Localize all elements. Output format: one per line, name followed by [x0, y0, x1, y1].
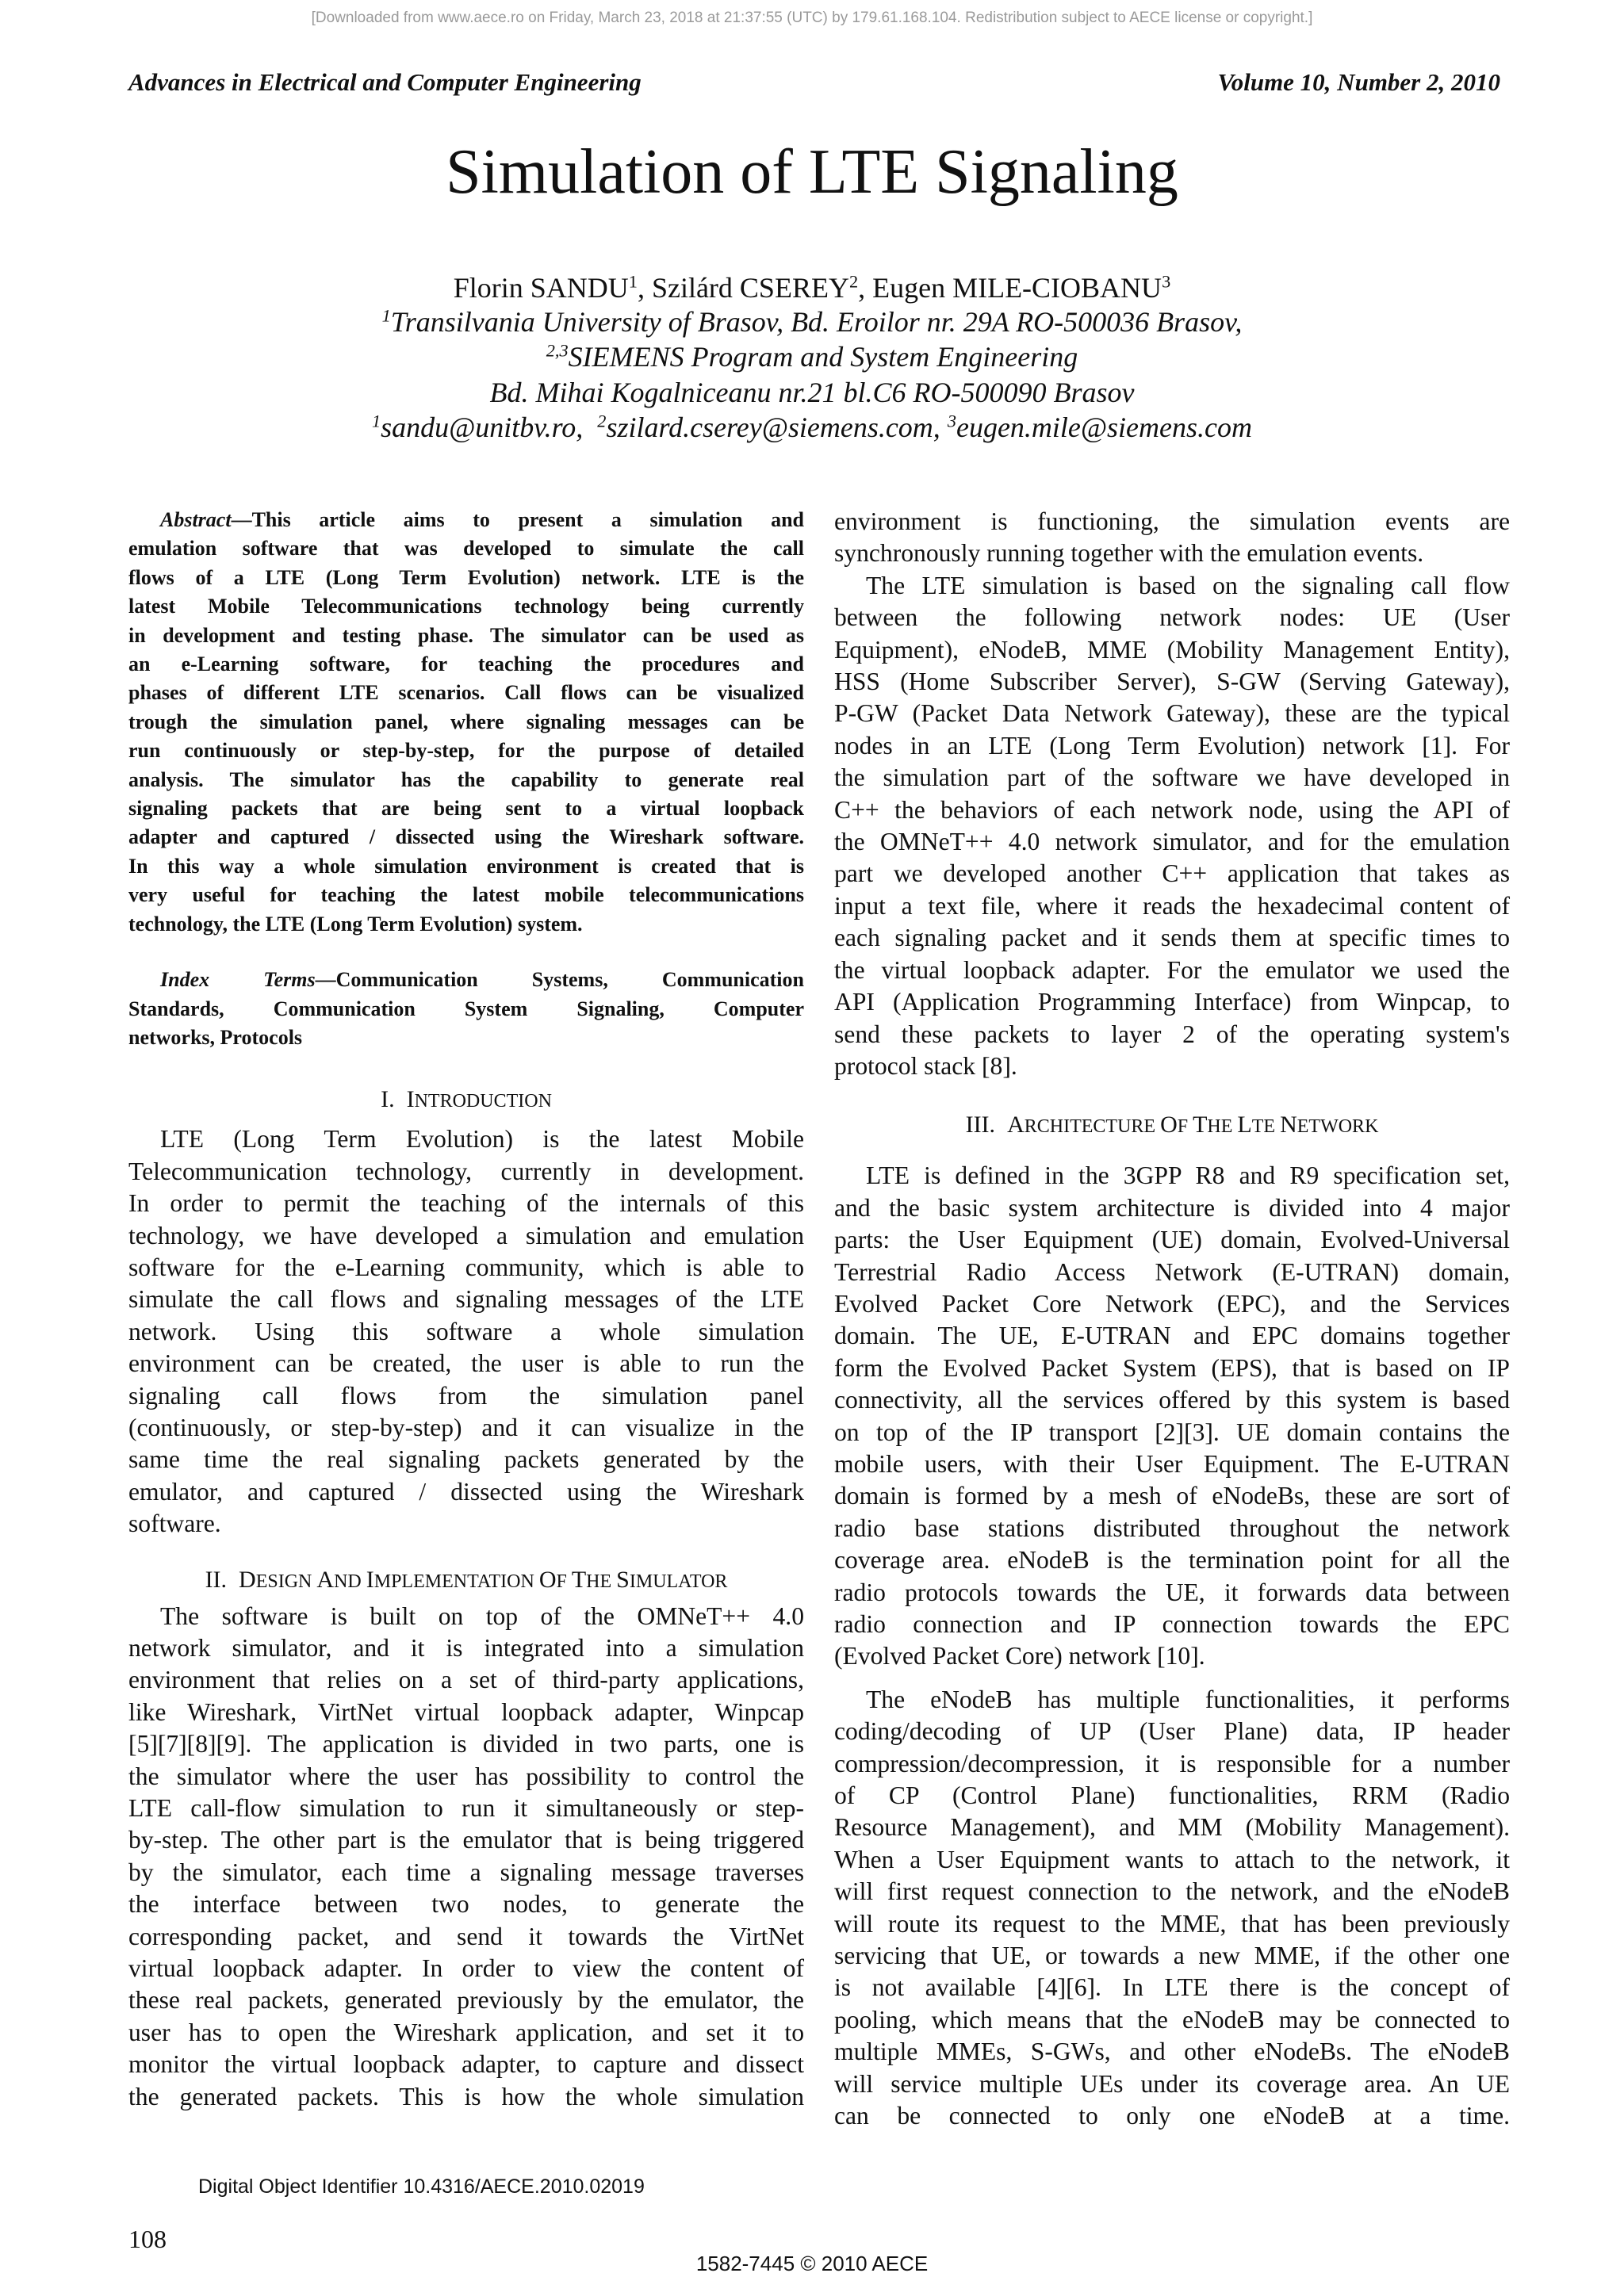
volume-info: Volume 10, Number 2, 2010: [1217, 68, 1500, 96]
index-terms: Index Terms—Communication Systems, Communication Standards, Communication System Signaling, Computer networks, Protocols: [128, 968, 804, 1049]
section-heading-architecture: III. ARCHITECTURE OF THE LTE NETWORK: [965, 1112, 1379, 1138]
journal-name: Advances in Electrical and Computer Engineering: [128, 68, 642, 96]
simulation-paragraph: The LTE simulation is based on the signaling call flow between the following network nodes: UE (User Equipment), eNodeB, MME (Mobility Management Entity), HSS (Home Subscriber Server), S-GW (Serving Gateway), P-GW (Packet Data Network Gateway), these are the typical nodes in an LTE (Long Term Evolution) network [1]. For the simulation part of the software we have developed in C++ the behaviors of each network node, using the API of the OMNeT++ 4.0 network simulator, and for the emulation part we developed another C++ application that takes as input a text file, where it reads the hexadecimal content of each signaling packet and it sends them at specific times to the virtual loopback adapter. For the emulator we used the API (Application Programming Interface) from Winpcap, to send these packets to layer 2 of the operating system's protocol stack [8].: [834, 571, 1510, 1080]
design-paragraph: The software is built on top of the OMNeT++ 4.0 network simulator, and it is integrated into a simulation environment that relies on a set of third-party applications, like Wireshark, VirtNet virtual loopback adapter, Winpcap [5][7][8][9]. The application is divided in two parts, one is the simulator where the user has possibility to control the LTE call-flow simulation to run it simultaneously or step- by-step. The other part is the emulator that is being triggered by the simulator, each time a signaling message traverses the interface between two nodes, to generate the corresponding packet, and send it towards the VirtNet virtual loopback adapter. In order to view the content of these real packets, generated previously by the emulator, the user has to open the Wireshark application, and set it to monitor the virtual loopback adapter, to capture and dissect the generated packets. This is how the whole simulation: [128, 1601, 804, 2110]
architecture-paragraph-2: The eNodeB has multiple functionalities, it performs coding/decoding of UP (User Plane) data, IP header compression/decompression, it is responsible for a number of CP (Control Plane) functionalities, RRM (Radio Resource Management), and MM (Mobility Management). When a User Equipment wants to attach to the network, it will first request connection to the network, and the eNodeB will route its request to the MME, that has been previously servicing that UE, or towards a new MME, if the other one is not available [4][6]. In LTE there is the concept of pooling, which means that the eNodeB may be connected to multiple MMEs, S-GWs, and other eNodeBs. The eNodeB will service multiple UEs under its coverage area. An UE can be connected to only one eNodeB at a time.: [834, 1685, 1510, 2130]
introduction-paragraph: LTE (Long Term Evolution) is the latest Mobile Telecommunication technology, currently in development. In order to permit the teaching of the internals of this technology, we have developed a simulation and emulation software for the e-Learning community, which is able to simulate the call flows and signaling messages of the LTE network. Using this software a whole simulation environment can be created, the user is able to run the signaling call flows from the simulation panel (continuously, or step-by-step) and it can visualize in the same time the real signaling packets generated by the emulator, and captured / dissected using the Wireshark software.: [128, 1125, 804, 1538]
index-terms-label: Index Terms: [160, 968, 316, 992]
section-heading-design: II. DESIGN AND IMPLEMENTATION OF THE SIMULATOR: [205, 1566, 728, 1593]
paper-title: Simulation of LTE Signaling: [446, 137, 1178, 207]
affiliation-address: Bd. Mihai Kogalniceanu nr.21 bl.C6 RO-500090 Brasov: [489, 377, 1135, 408]
design-paragraph-continued: environment is functioning, the simulation events are synchronously running together with the emulation events.: [834, 507, 1510, 568]
author-list: Florin SANDU$^1$, Szilárd CSEREY$^2$, Eugen MILE-CIOBANU$^3$: [453, 271, 1171, 304]
email-link[interactable]: eugen.mile@siemens.com: [956, 411, 1252, 443]
left-column: [128, 506, 804, 2113]
author-emails: $^1$sandu@unitbv.ro, $^2$szilard.cserey@siemens.com, $^3$eugen.mile@siemens.com: [372, 411, 1252, 443]
doi-footer: Digital Object Identifier 10.4316/AECE.2010.02019: [198, 2175, 645, 2198]
download-notice: [Downloaded from www.aece.ro on Friday, March 23, 2018 at 21:37:55 (UTC) by 179.61.168.104. Redistribution subject to AECE license or copyright.]: [311, 10, 1313, 26]
right-column: [834, 506, 1510, 2133]
abstract-label: Abstract: [160, 508, 232, 531]
page-number: 108: [128, 2225, 167, 2253]
author: Szilárd CSEREY: [651, 272, 849, 304]
abstract: Abstract—This article aims to present a simulation and emulation software that was developed to simulate the call flows of a LTE (Long Term Evolution) network. LTE is the latest Mobile Telecommunications technology being currently in development and testing phase. The simulator can be used as an e-Learning software, for teaching the procedures and phases of different LTE scenarios. Call flows can be visualized trough the simulation panel, where signaling messages can be run continuously or step-by-step, for the purpose of detailed analysis. The simulator has the capability to generate real signaling packets that are being sent to a virtual loopback adapter and captured / dissected using the Wireshark software. In this way a whole simulation environment is created that is very useful for teaching the latest mobile telecommunications technology, the LTE (Long Term Evolution) system.: [128, 508, 804, 936]
author: Florin SANDU: [453, 272, 629, 304]
email-link[interactable]: sandu@unitbv.ro,: [381, 411, 584, 443]
email-link[interactable]: szilard.cserey@siemens.com,: [606, 411, 940, 443]
affiliation-1: $^1$Transilvania University of Brasov, Bd. Eroilor nr. 29A RO-500036 Brasov,: [381, 305, 1243, 338]
issn-copyright: 1582-7445 © 2010 AECE: [695, 2252, 929, 2275]
section-heading-introduction: I. INTRODUCTION: [381, 1086, 552, 1113]
author: Eugen MILE-CIOBANU: [872, 272, 1162, 304]
architecture-paragraph-1: LTE is defined in the 3GPP R8 and R9 specification set, and the basic system architecture is divided into 4 major parts: the User Equipment (UE) domain, Evolved-Universal Terrestrial Radio Access Network (E-UTRAN) domain, Evolved Packet Core Network (EPC), and the Services domain. The UE, E-UTRAN and EPC domains together form the Evolved Packet System (EPS), that is based on IP connectivity, all the services offered by this system is based on top of the IP transport [2][3]. UE domain contains the mobile users, with their User Equipment. The E-UTRAN domain is formed by a mesh of eNodeBs, these are sort of radio base stations distributed throughout the network coverage area. eNodeB is the termination point for all the radio protocols towards the UE, it forwards data between radio connection and IP connection towards the EPC (Evolved Packet Core) network [10].: [834, 1161, 1510, 1670]
affiliation-2: $^{2,3}$SIEMENS Program and System Engineering: [546, 340, 1078, 373]
